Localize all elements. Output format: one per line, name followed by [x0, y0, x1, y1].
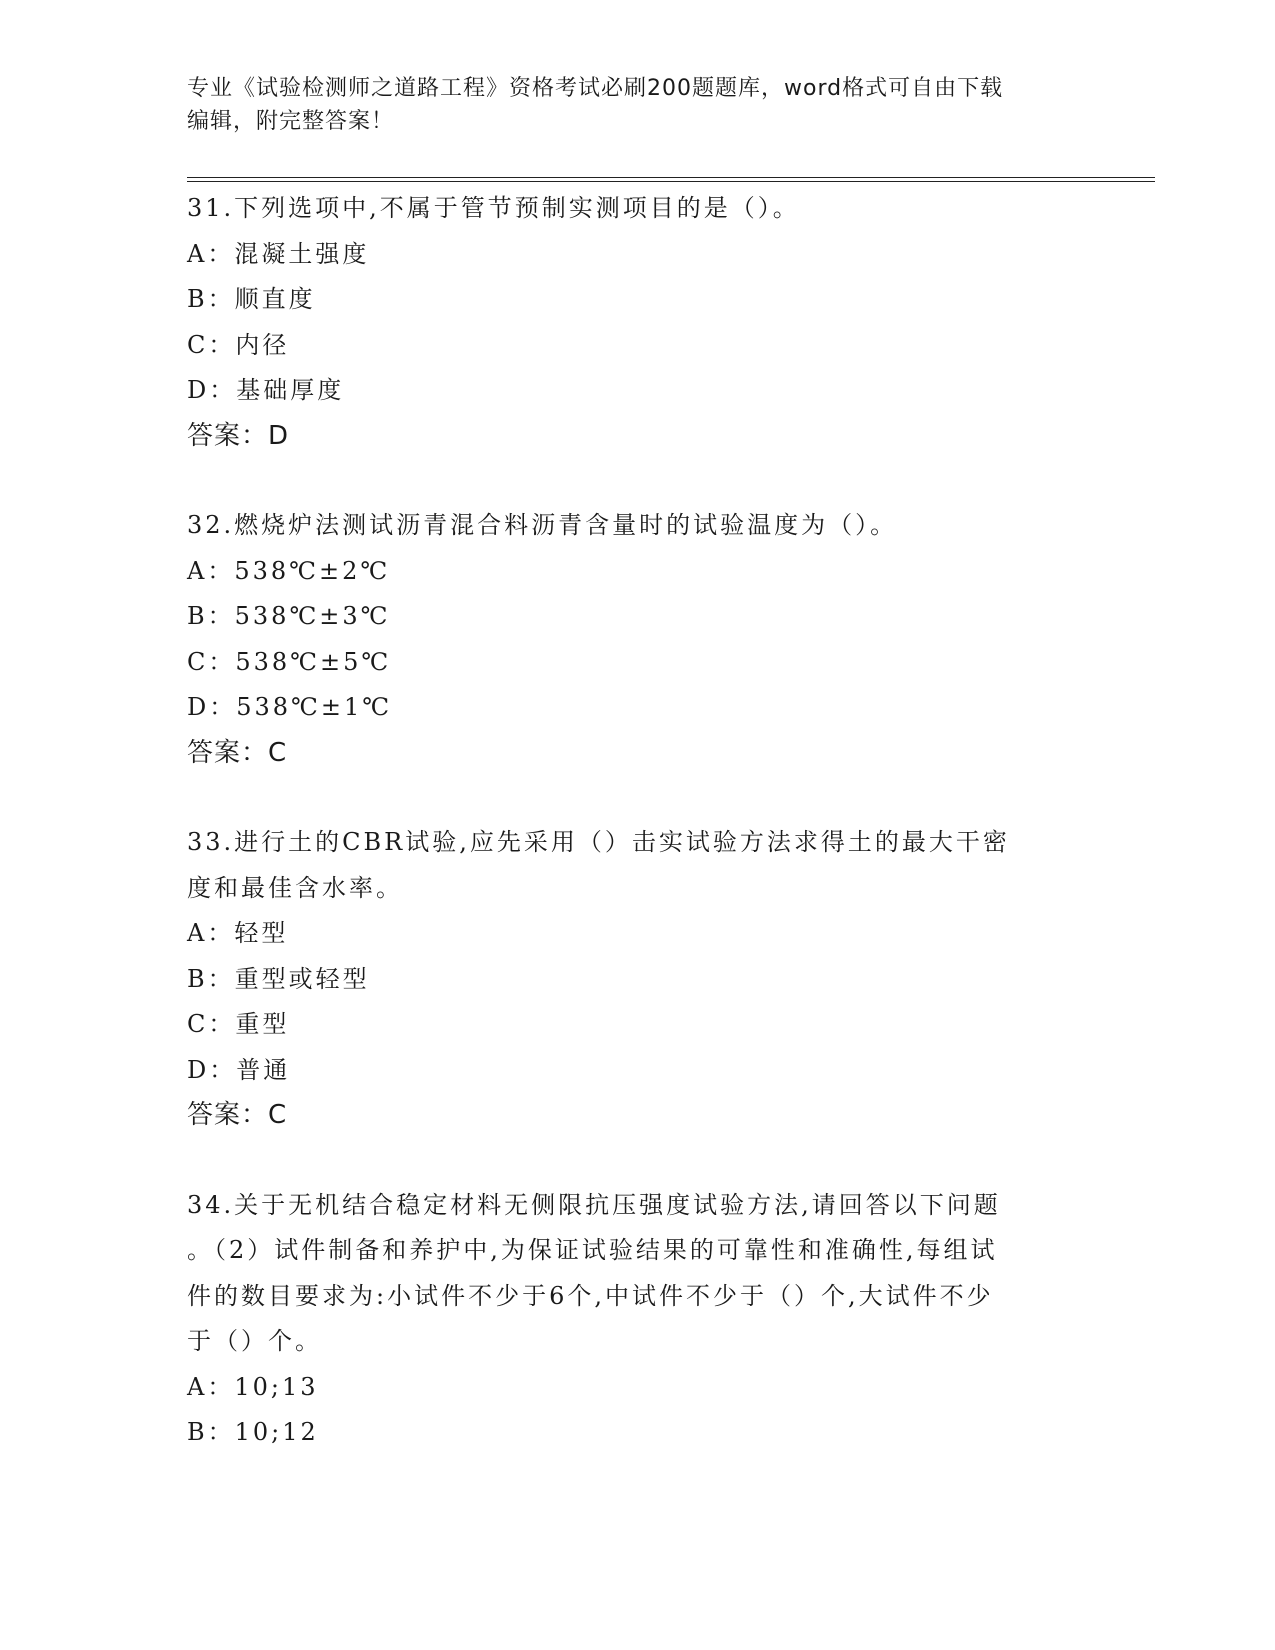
question-stem-line-4: 于（）个。	[187, 1327, 322, 1355]
option-c: C：538℃±5℃	[187, 647, 392, 676]
option-b: B：10;12	[187, 1418, 319, 1446]
option-a: A：10;13	[187, 1372, 319, 1401]
option-d: D：538℃±1℃	[187, 693, 393, 721]
question-32	[187, 503, 1087, 776]
option-a: A：混凝土强度	[187, 239, 370, 268]
answer-line: 答案：C	[187, 1100, 288, 1130]
question-list	[187, 186, 1087, 1500]
question-stem-line-3: 件的数目要求为:小试件不少于6个,中试件不少于（）个,大试件不少	[187, 1281, 994, 1310]
question-33	[187, 820, 1087, 1139]
option-a: A：538℃±2℃	[187, 556, 391, 585]
question-stem: 32.燃烧炉法测试沥青混合料沥青含量时的试验温度为（）。	[187, 511, 898, 539]
option-b: B：538℃±3℃	[187, 602, 391, 630]
option-a: A：轻型	[187, 919, 289, 947]
option-d: D：普通	[187, 1055, 291, 1084]
question-34	[187, 1183, 1087, 1456]
option-b: B：重型或轻型	[187, 964, 370, 993]
option-b: B：顺直度	[187, 285, 316, 313]
option-c: C：重型	[187, 1010, 290, 1038]
question-stem-line-1: 33.进行土的CBR试验,应先采用（）击实试验方法求得土的最大干密	[187, 828, 1010, 856]
header-intro-line-1: 专业《试验检测师之道路工程》资格考试必刷200题题库，word格式可自由下载	[187, 76, 1004, 101]
answer-line: 答案：C	[187, 737, 288, 768]
question-stem-line-2: 。（2）试件制备和养护中,为保证试验结果的可靠性和准确性,每组试	[187, 1236, 998, 1264]
document-header	[187, 72, 1087, 138]
header-divider	[187, 177, 1155, 182]
question-stem-line-1: 34.关于无机结合稳定材料无侧限抗压强度试验方法,请回答以下问题	[187, 1190, 1001, 1219]
option-d: D：基础厚度	[187, 376, 345, 404]
option-c: C：内径	[187, 330, 290, 359]
question-31	[187, 186, 1087, 459]
header-intro-line-2: 编辑，附完整答案！	[187, 109, 395, 134]
answer-line: 答案：D	[187, 420, 290, 451]
question-stem-line-2: 度和最佳含水率。	[187, 873, 403, 902]
question-stem: 31.下列选项中,不属于管节预制实测项目的是（）。	[187, 194, 800, 222]
